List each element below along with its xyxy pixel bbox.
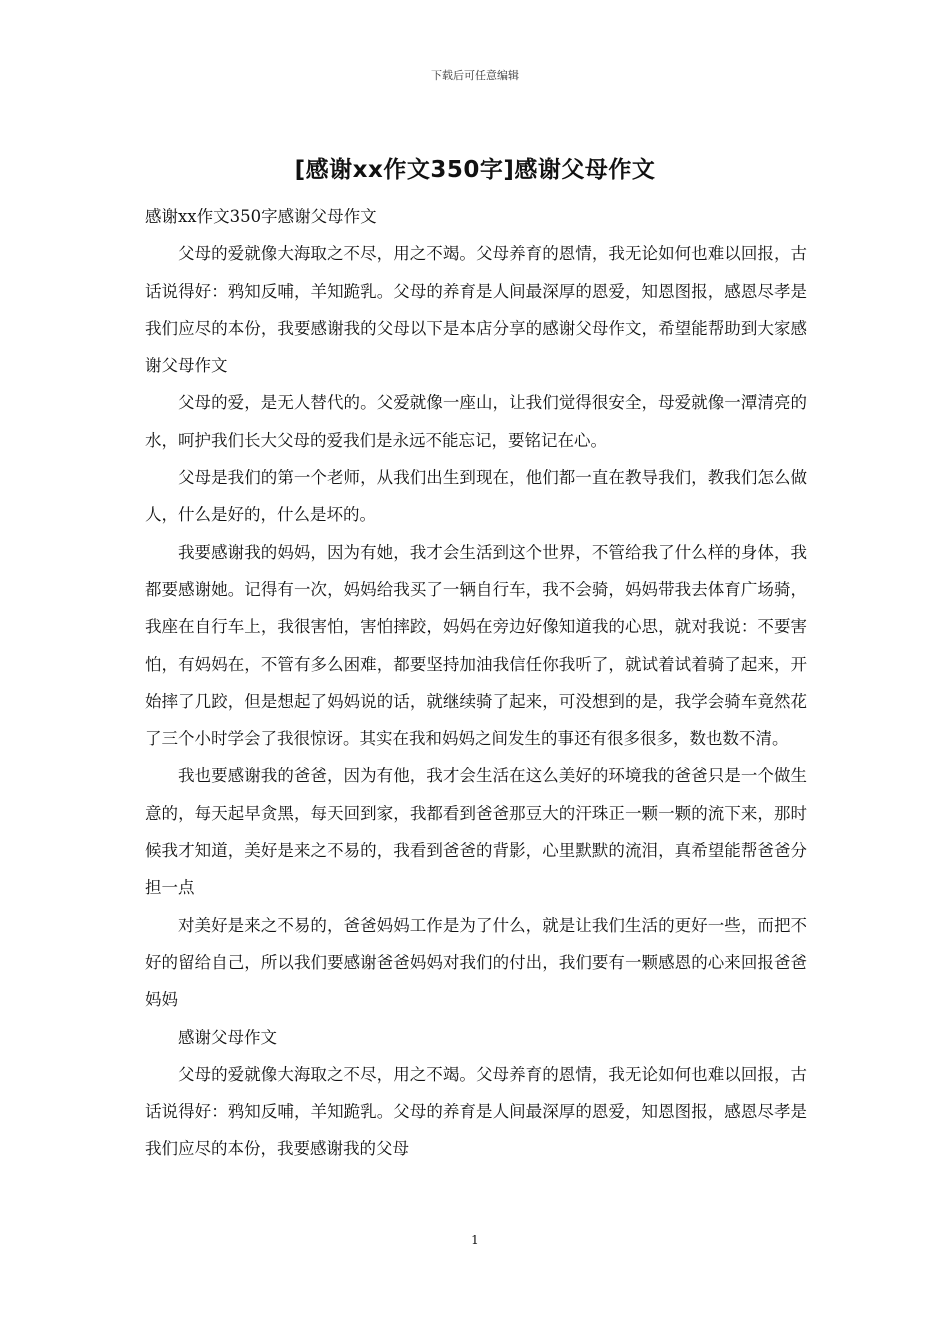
document-title: [感谢xx作文350字]感谢父母作文: [294, 157, 656, 183]
paragraph: 我要感谢我的妈妈，因为有她，我才会生活到这个世界，不管给我了什么样的身体，我都要感谢她。记得有一次，妈妈给我买了一辆自行车，我不会骑，妈妈带我去体育广场骑，我座在自行车上，我很害怕，害怕摔跤，妈妈在旁边好像知道我的心思，就对我说：不要害怕，有妈妈在，不管有多么困难，都要坚持加油我信任你我听了，就试着试着骑了起来，开始摔了几跤，但是想起了妈妈说的话，就继续骑了起来，可没想到的是，我学会骑车竟然花了三个小时学会了我很惊讶。其实在我和妈妈之间发生的事还有很多很多，数也数不清。: [145, 542, 807, 749]
paragraph: 父母的爱，是无人替代的。父爱就像一座山，让我们觉得很安全，母爱就像一潭清亮的水，呵护我们长大父母的爱我们是永远不能忘记，要铭记在心。: [145, 393, 807, 450]
paragraph: 我也要感谢我的爸爸，因为有他，我才会生活在这么美好的环境我的爸爸只是一个做生意的，每天起早贪黑，每天回到家，我都看到爸爸那豆大的汗珠正一颗一颗的流下来，那时候我才知道，美好是来之不易的，我看到爸爸的背影，心里默默的流泪，真希望能帮爸爸分担一点: [145, 766, 807, 898]
paragraph: 对美好是来之不易的，爸爸妈妈工作是为了什么，就是让我们生活的更好一些，而把不好的留给自己，所以我们要感谢爸爸妈妈对我们的付出，我们要有一颗感恩的心来回报爸爸妈妈: [145, 915, 807, 1010]
header-note: 下载后可任意编辑: [431, 69, 519, 82]
paragraph: 父母是我们的第一个老师，从我们出生到现在，他们都一直在教导我们，教我们怎么做人，什么是好的，什么是坏的。: [145, 468, 807, 525]
subtitle-line: 感谢xx作文350字感谢父母作文: [145, 207, 377, 226]
page-number: 1: [471, 1233, 479, 1247]
document-body: [145, 198, 807, 1168]
paragraph: 父母的爱就像大海取之不尽，用之不竭。父母养育的恩情，我无论如何也难以回报，古话说得好：鸦知反哺，羊知跪乳。父母的养育是人间最深厚的恩爱，知恩图报，感恩尽孝是我们应尽的本份，我要感谢我的父母以下是本店分享的感谢父母作文，希望能帮助到大家感谢父母作文: [145, 244, 807, 376]
section-heading: 感谢父母作文: [178, 1027, 277, 1047]
paragraph: 父母的爱就像大海取之不尽，用之不竭。父母养育的恩情，我无论如何也难以回报，古话说得好：鸦知反哺，羊知跪乳。父母的养育是人间最深厚的恩爱，知恩图报，感恩尽孝是我们应尽的本份，我要感谢我的父母: [145, 1064, 807, 1159]
